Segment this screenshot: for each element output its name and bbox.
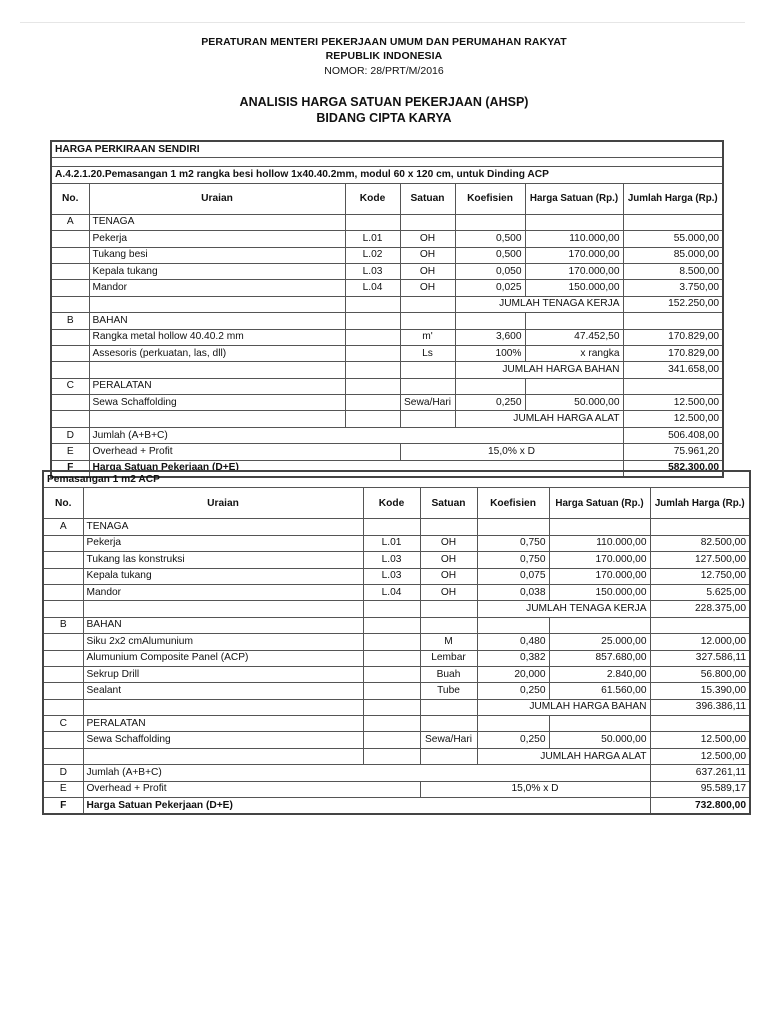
empty-cell — [51, 395, 89, 411]
total-label: Harga Satuan Pekerjaan (D+E) — [83, 798, 650, 815]
uraian-cell: Tukang las konstruksi — [83, 552, 363, 568]
kode-cell — [345, 345, 400, 361]
empty-cell — [345, 362, 400, 378]
row-letter: E — [51, 444, 89, 460]
row-letter: D — [43, 765, 83, 781]
harga-satuan-cell: 61.560,00 — [549, 683, 650, 699]
empty-cell — [363, 716, 420, 732]
jumlah-harga-cell: 5.625,00 — [650, 584, 750, 600]
document-title: ANALISIS HARGA SATUAN PEKERJAAN (AHSP) — [239, 95, 529, 109]
jumlah-harga-cell: 85.000,00 — [623, 247, 723, 263]
koefisien-cell: 0,025 — [455, 280, 525, 296]
section-total-row — [43, 601, 750, 617]
row-letter: E — [43, 781, 83, 797]
column-header-row — [43, 488, 750, 519]
page-top-rule — [20, 22, 745, 23]
col-no-header: No. — [51, 183, 89, 214]
empty-cell — [363, 617, 420, 633]
empty-cell — [345, 378, 400, 394]
koefisien-cell: 0,250 — [477, 683, 549, 699]
ahsp-table-rangka-hollow — [50, 140, 724, 478]
koefisien-cell: 100% — [455, 345, 525, 361]
section-total-value: 12.500,00 — [623, 411, 723, 427]
jumlah-harga-cell: 327.586,11 — [650, 650, 750, 666]
section-label: PERALATAN — [83, 716, 363, 732]
row-letter: F — [43, 798, 83, 815]
col-uraian-header: Uraian — [89, 183, 345, 214]
kode-cell — [363, 683, 420, 699]
kode-cell — [345, 395, 400, 411]
regulation-title: PERATURAN MENTERI PEKERJAAN UMUM DAN PERUMAHAN RAKYAT — [201, 36, 567, 48]
line-item-row — [43, 634, 750, 650]
col-no-header: No. — [43, 488, 83, 519]
satuan-cell: Buah — [420, 666, 477, 682]
empty-cell — [83, 601, 363, 617]
document-subtitle: BIDANG CIPTA KARYA — [316, 111, 452, 125]
col-harga-satuan-header: Harga Satuan (Rp.) — [525, 183, 623, 214]
koefisien-cell: 3,600 — [455, 329, 525, 345]
empty-cell — [51, 231, 89, 247]
subtotal-label: Jumlah (A+B+C) — [83, 765, 650, 781]
empty-cell — [420, 617, 477, 633]
section-letter: C — [43, 716, 83, 732]
jumlah-harga-cell: 12.500,00 — [623, 395, 723, 411]
section-label: TENAGA — [83, 519, 363, 535]
line-item-row — [51, 345, 723, 361]
empty-cell — [525, 214, 623, 230]
empty-cell — [549, 716, 650, 732]
section-label: TENAGA — [89, 214, 345, 230]
section-label: BAHAN — [83, 617, 363, 633]
overhead-label: Overhead + Profit — [89, 444, 400, 460]
uraian-cell: Siku 2x2 cmAlumunium — [83, 634, 363, 650]
section-letter: B — [43, 617, 83, 633]
kode-cell: L.01 — [363, 535, 420, 551]
empty-cell — [51, 280, 89, 296]
line-item-row — [43, 552, 750, 568]
empty-cell — [400, 411, 455, 427]
section-letter: B — [51, 313, 89, 329]
empty-cell — [623, 313, 723, 329]
satuan-cell: OH — [400, 263, 455, 279]
col-koefisien-header: Koefisien — [455, 183, 525, 214]
empty-cell — [623, 214, 723, 230]
uraian-cell: Mandor — [89, 280, 345, 296]
koefisien-cell: 0,750 — [477, 535, 549, 551]
ahsp-table-acp — [42, 470, 751, 815]
total-row — [43, 798, 750, 815]
total-label: Harga Satuan Pekerjaan (D+E) — [89, 460, 623, 477]
row-letter: D — [51, 427, 89, 443]
satuan-cell: M — [420, 634, 477, 650]
spacer-cell — [51, 158, 723, 167]
col-koefisien-header: Koefisien — [477, 488, 549, 519]
kode-cell — [363, 650, 420, 666]
section-total-label: JUMLAH HARGA BAHAN — [455, 362, 623, 378]
overhead-value: 95.589,17 — [650, 781, 750, 797]
section-total-row — [51, 362, 723, 378]
empty-cell — [43, 584, 83, 600]
column-header-row — [51, 183, 723, 214]
satuan-cell: Ls — [400, 345, 455, 361]
empty-cell — [43, 699, 83, 715]
koefisien-cell: 0,075 — [477, 568, 549, 584]
uraian-cell: Kepala tukang — [89, 263, 345, 279]
empty-cell — [43, 732, 83, 748]
uraian-cell: Tukang besi — [89, 247, 345, 263]
harga-satuan-cell: 110.000,00 — [525, 231, 623, 247]
empty-cell — [43, 748, 83, 764]
kode-cell — [363, 634, 420, 650]
empty-cell — [43, 552, 83, 568]
empty-cell — [650, 716, 750, 732]
country-name: REPUBLIK INDONESIA — [325, 50, 443, 62]
kode-cell — [363, 732, 420, 748]
koefisien-cell: 20,000 — [477, 666, 549, 682]
harga-satuan-cell: 150.000,00 — [525, 280, 623, 296]
satuan-cell: OH — [400, 231, 455, 247]
harga-satuan-cell: 50.000,00 — [549, 732, 650, 748]
harga-satuan-cell: 50.000,00 — [525, 395, 623, 411]
section-total-row — [43, 748, 750, 764]
overhead-percent: 15,0% x D — [420, 781, 650, 797]
kode-cell — [363, 666, 420, 682]
empty-cell — [43, 535, 83, 551]
empty-cell — [477, 716, 549, 732]
line-item-row — [51, 329, 723, 345]
harga-satuan-cell: 25.000,00 — [549, 634, 650, 650]
jumlah-harga-cell: 127.500,00 — [650, 552, 750, 568]
uraian-cell: Sekrup Drill — [83, 666, 363, 682]
empty-cell — [420, 716, 477, 732]
koefisien-cell: 0,038 — [477, 584, 549, 600]
empty-cell — [477, 519, 549, 535]
uraian-cell: Pekerja — [83, 535, 363, 551]
empty-cell — [525, 378, 623, 394]
empty-cell — [363, 748, 420, 764]
empty-cell — [400, 313, 455, 329]
uraian-cell: Assesoris (perkuatan, las, dll) — [89, 345, 345, 361]
empty-cell — [477, 617, 549, 633]
line-item-row — [43, 584, 750, 600]
line-item-row — [51, 247, 723, 263]
kode-cell: L.04 — [363, 584, 420, 600]
satuan-cell: m' — [400, 329, 455, 345]
row-letter: F — [51, 460, 89, 477]
empty-cell — [89, 296, 345, 312]
koefisien-cell: 0,250 — [477, 732, 549, 748]
harga-satuan-cell: 857.680,00 — [549, 650, 650, 666]
item-title-row — [51, 167, 723, 183]
empty-cell — [650, 519, 750, 535]
jumlah-harga-cell: 170.829,00 — [623, 345, 723, 361]
section-label: PERALATAN — [89, 378, 345, 394]
empty-cell — [51, 247, 89, 263]
section-total-label: JUMLAH TENAGA KERJA — [477, 601, 650, 617]
line-item-row — [51, 263, 723, 279]
empty-cell — [400, 362, 455, 378]
empty-cell — [400, 214, 455, 230]
uraian-cell: Sewa Schaffolding — [83, 732, 363, 748]
subtotal-label: Jumlah (A+B+C) — [89, 427, 623, 443]
section-header-row — [51, 214, 723, 230]
uraian-cell: Alumunium Composite Panel (ACP) — [83, 650, 363, 666]
harga-satuan-cell: 170.000,00 — [549, 552, 650, 568]
uraian-cell: Mandor — [83, 584, 363, 600]
hps-title-row — [51, 141, 723, 158]
kode-cell: L.03 — [363, 552, 420, 568]
total-value: 732.800,00 — [650, 798, 750, 815]
overhead-value: 75.961,20 — [623, 444, 723, 460]
col-kode-header: Kode — [345, 183, 400, 214]
empty-cell — [43, 650, 83, 666]
subtotal-value: 506.408,00 — [623, 427, 723, 443]
col-harga-satuan-header: Harga Satuan (Rp.) — [549, 488, 650, 519]
empty-cell — [420, 748, 477, 764]
line-item-row — [43, 535, 750, 551]
satuan-cell: OH — [420, 568, 477, 584]
total-value: 582.300,00 — [623, 460, 723, 477]
kode-cell — [345, 329, 400, 345]
koefisien-cell: 0,500 — [455, 247, 525, 263]
line-item-row — [43, 732, 750, 748]
empty-cell — [83, 748, 363, 764]
harga-satuan-cell: 110.000,00 — [549, 535, 650, 551]
col-jumlah-harga-header: Jumlah Harga (Rp.) — [623, 183, 723, 214]
satuan-cell: OH — [400, 280, 455, 296]
harga-satuan-cell: x rangka — [525, 345, 623, 361]
section-letter: C — [51, 378, 89, 394]
empty-cell — [549, 519, 650, 535]
empty-cell — [345, 313, 400, 329]
section-total-value: 12.500,00 — [650, 748, 750, 764]
section-total-label: JUMLAH HARGA ALAT — [455, 411, 623, 427]
satuan-cell: OH — [420, 535, 477, 551]
line-item-row — [51, 280, 723, 296]
kode-cell: L.04 — [345, 280, 400, 296]
overhead-label: Overhead + Profit — [83, 781, 420, 797]
uraian-cell: Kepala tukang — [83, 568, 363, 584]
empty-cell — [89, 362, 345, 378]
line-item-row — [51, 395, 723, 411]
uraian-cell: Sewa Schaffolding — [89, 395, 345, 411]
col-jumlah-harga-header: Jumlah Harga (Rp.) — [650, 488, 750, 519]
jumlah-harga-cell: 3.750,00 — [623, 280, 723, 296]
empty-cell — [455, 378, 525, 394]
jumlah-harga-cell: 15.390,00 — [650, 683, 750, 699]
section-total-row — [51, 411, 723, 427]
kode-cell: L.01 — [345, 231, 400, 247]
harga-satuan-cell: 170.000,00 — [525, 263, 623, 279]
overhead-row — [43, 781, 750, 797]
section-total-row — [51, 296, 723, 312]
empty-cell — [363, 699, 420, 715]
harga-satuan-cell: 47.452,50 — [525, 329, 623, 345]
jumlah-harga-cell: 12.500,00 — [650, 732, 750, 748]
empty-cell — [525, 313, 623, 329]
section-total-row — [43, 699, 750, 715]
section-header-row — [43, 617, 750, 633]
section-header-row — [43, 519, 750, 535]
line-item-row — [43, 650, 750, 666]
empty-cell — [43, 634, 83, 650]
empty-cell — [43, 568, 83, 584]
empty-cell — [549, 617, 650, 633]
empty-cell — [51, 411, 89, 427]
line-item-row — [43, 568, 750, 584]
section-total-value: 341.658,00 — [623, 362, 723, 378]
empty-cell — [455, 313, 525, 329]
kode-cell: L.03 — [345, 263, 400, 279]
empty-cell — [345, 411, 400, 427]
satuan-cell: OH — [420, 584, 477, 600]
subtotal-row — [51, 427, 723, 443]
empty-cell — [400, 378, 455, 394]
koefisien-cell: 0,050 — [455, 263, 525, 279]
koefisien-cell: 0,250 — [455, 395, 525, 411]
empty-cell — [363, 519, 420, 535]
section-total-label: JUMLAH HARGA ALAT — [477, 748, 650, 764]
section-total-value: 228.375,00 — [650, 601, 750, 617]
koefisien-cell: 0,382 — [477, 650, 549, 666]
empty-cell — [89, 411, 345, 427]
empty-cell — [43, 666, 83, 682]
overhead-percent: 15,0% x D — [400, 444, 623, 460]
section-total-label: JUMLAH HARGA BAHAN — [477, 699, 650, 715]
section-header-row — [51, 378, 723, 394]
satuan-cell: Sewa/Hari — [420, 732, 477, 748]
kode-cell: L.02 — [345, 247, 400, 263]
empty-cell — [650, 617, 750, 633]
col-uraian-header: Uraian — [83, 488, 363, 519]
satuan-cell: OH — [400, 247, 455, 263]
jumlah-harga-cell: 8.500,00 — [623, 263, 723, 279]
empty-cell — [400, 296, 455, 312]
empty-cell — [420, 519, 477, 535]
koefisien-cell: 0,500 — [455, 231, 525, 247]
line-item-row — [51, 231, 723, 247]
uraian-cell: Pekerja — [89, 231, 345, 247]
empty-cell — [83, 699, 363, 715]
jumlah-harga-cell: 170.829,00 — [623, 329, 723, 345]
jumlah-harga-cell: 82.500,00 — [650, 535, 750, 551]
jumlah-harga-cell: 56.800,00 — [650, 666, 750, 682]
empty-cell — [43, 683, 83, 699]
kode-cell: L.03 — [363, 568, 420, 584]
empty-cell — [51, 345, 89, 361]
harga-satuan-cell: 2.840,00 — [549, 666, 650, 682]
section-total-value: 152.250,00 — [623, 296, 723, 312]
subtotal-value: 637.261,11 — [650, 765, 750, 781]
line-item-row — [43, 683, 750, 699]
harga-satuan-cell: 170.000,00 — [549, 568, 650, 584]
satuan-cell: OH — [420, 552, 477, 568]
work-item-title: A.4.2.1.20.Pemasangan 1 m2 rangka besi hollow 1x40.40.2mm, modul 60 x 120 cm, untuk Dinding ACP — [51, 167, 723, 183]
col-satuan-header: Satuan — [400, 183, 455, 214]
empty-cell — [623, 378, 723, 394]
section-header-row — [43, 716, 750, 732]
overhead-row — [51, 444, 723, 460]
section-header-row — [51, 313, 723, 329]
work-item-title: Pemasangan 1 m2 ACP — [43, 471, 750, 488]
jumlah-harga-cell: 12.000,00 — [650, 634, 750, 650]
uraian-cell: Rangka metal hollow 40.40.2 mm — [89, 329, 345, 345]
empty-cell — [363, 601, 420, 617]
col-satuan-header: Satuan — [420, 488, 477, 519]
satuan-cell: Lembar — [420, 650, 477, 666]
harga-satuan-cell: 150.000,00 — [549, 584, 650, 600]
regulation-number: NOMOR: 28/PRT/M/2016 — [324, 65, 444, 77]
line-item-row — [43, 666, 750, 682]
empty-cell — [51, 296, 89, 312]
empty-cell — [51, 329, 89, 345]
section-letter: A — [43, 519, 83, 535]
section-total-value: 396.386,11 — [650, 699, 750, 715]
item-title-row — [43, 471, 750, 488]
hps-title: HARGA PERKIRAAN SENDIRI — [51, 141, 723, 158]
jumlah-harga-cell: 12.750,00 — [650, 568, 750, 584]
section-total-label: JUMLAH TENAGA KERJA — [455, 296, 623, 312]
koefisien-cell: 0,750 — [477, 552, 549, 568]
empty-cell — [420, 601, 477, 617]
harga-satuan-cell: 170.000,00 — [525, 247, 623, 263]
empty-cell — [420, 699, 477, 715]
jumlah-harga-cell: 55.000,00 — [623, 231, 723, 247]
empty-cell — [43, 601, 83, 617]
col-kode-header: Kode — [363, 488, 420, 519]
koefisien-cell: 0,480 — [477, 634, 549, 650]
satuan-cell: Sewa/Hari — [400, 395, 455, 411]
subtotal-row — [43, 765, 750, 781]
empty-cell — [455, 214, 525, 230]
empty-cell — [51, 263, 89, 279]
satuan-cell: Tube — [420, 683, 477, 699]
empty-cell — [345, 214, 400, 230]
uraian-cell: Sealant — [83, 683, 363, 699]
empty-cell — [51, 362, 89, 378]
spacer-row — [51, 158, 723, 167]
section-letter: A — [51, 214, 89, 230]
section-label: BAHAN — [89, 313, 345, 329]
empty-cell — [345, 296, 400, 312]
